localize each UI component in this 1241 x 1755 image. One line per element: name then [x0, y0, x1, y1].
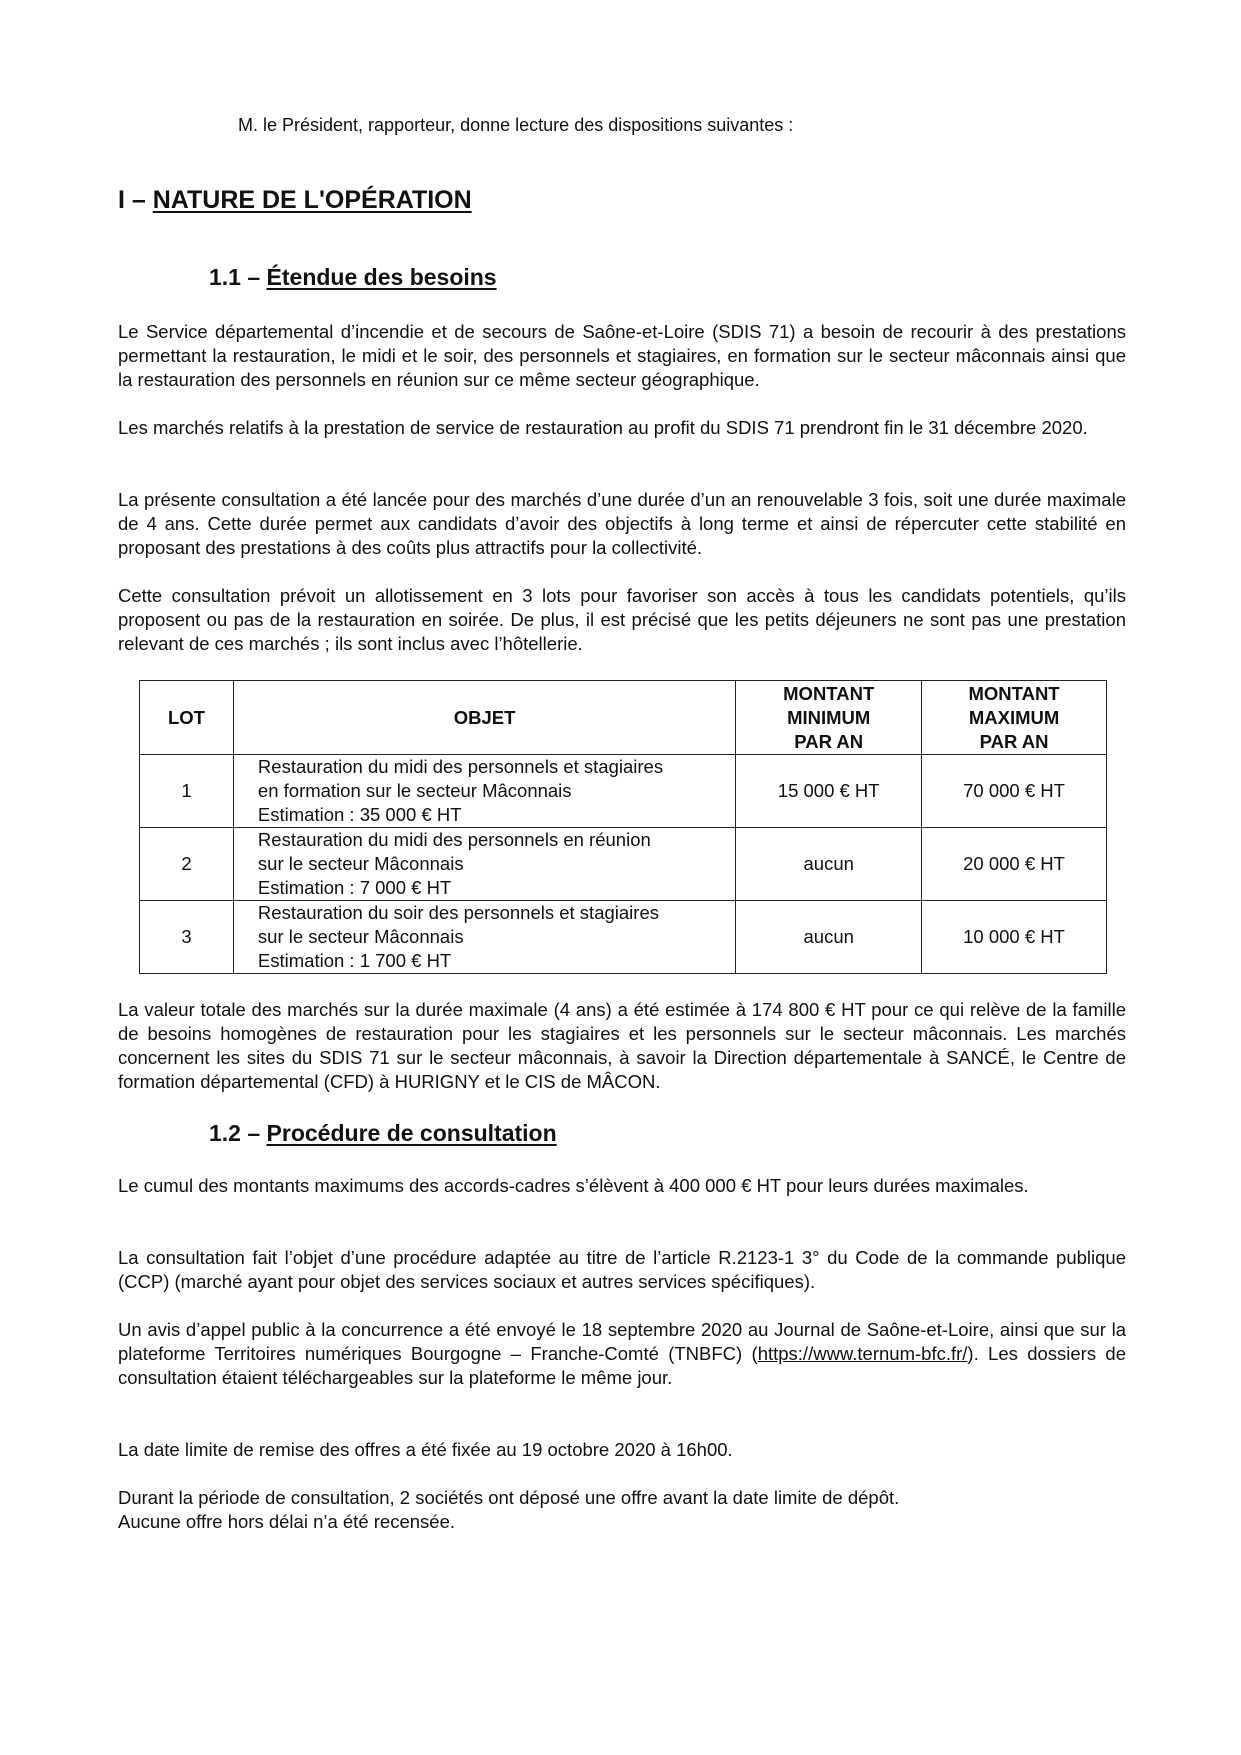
cell-objet: Restauration du soir des personnels et stagiaires sur le secteur Mâconnais Estimation : 1 700 € HT [233, 901, 735, 974]
table-row [140, 901, 1107, 974]
paragraph-valeur-totale: La valeur totale des marchés sur la durée maximale (4 ans) a été estimée à 174 800 € HT pour ce qui relève de la famille de besoins homogènes de restauration pour les stagiaires et les personnels sur le secteur mâconnais. Les marchés concernent les sites du SDIS 71 sur le secteur mâconnais, à savoir la Direction départementale à SANCÉ, le Centre de formation départemental (CFD) à HURIGNY et le CIS de MÂCON. [118, 999, 1126, 1092]
paragraph-offres: Durant la période de consultation, 2 sociétés ont déposé une offre avant la date limite de dépôt. Aucune offre hors délai n’a été recensée. [118, 1487, 900, 1532]
header-objet: OBJET [233, 681, 735, 755]
table-header-row [140, 681, 1107, 755]
table-row [140, 828, 1107, 901]
ternum-link[interactable]: https://www.ternum-bfc.fr/ [757, 1343, 968, 1364]
paragraph-date-limite: La date limite de remise des offres a été fixée au 19 octobre 2020 à 16h00. [118, 1439, 733, 1460]
cell-lot: 1 [140, 755, 234, 828]
table-row [140, 755, 1107, 828]
paragraph-avis: Un avis d’appel public à la concurrence a été envoyé le 18 septembre 2020 au Journal de Saône-et-Loire, ainsi que sur la plateforme Territoires numériques Bourgogne – Franche-Comté (TNBFC) (https://www.ternum-bfc.fr/). Les dossiers de consultation étaient téléchargeables sur la plateforme le même jour. [118, 1319, 1126, 1388]
intro-text: M. le Président, rapporteur, donne lecture des dispositions suivantes : [238, 115, 794, 135]
paragraph-procedure: La consultation fait l’objet d’une procédure adaptée au titre de l’article R.2123-1 3° du Code de la commande publique (CCP) (marché ayant pour objet des services sociaux et autres services spécifiques). [118, 1247, 1126, 1292]
cell-maximum: 70 000 € HT [922, 755, 1107, 828]
cell-minimum: aucun [736, 901, 922, 974]
cell-minimum: aucun [736, 828, 922, 901]
paragraph-fin-marches: Les marchés relatifs à la prestation de service de restauration au profit du SDIS 71 prendront fin le 31 décembre 2020. [118, 417, 1088, 438]
paragraph-cumul: Le cumul des montants maximums des accords-cadres s’élèvent à 400 000 € HT pour leurs durées maximales. [118, 1175, 1029, 1196]
subsection-heading-1-1 [209, 262, 497, 292]
section-number: I – [118, 186, 153, 214]
subsection-title: Procédure de consultation [266, 1120, 557, 1146]
subsection-title: Étendue des besoins [266, 264, 497, 290]
cell-lot: 3 [140, 901, 234, 974]
cell-lot: 2 [140, 828, 234, 901]
cell-objet: Restauration du midi des personnels en réunion sur le secteur Mâconnais Estimation : 7 000 € HT [233, 828, 735, 901]
paragraph-allotissement: Cette consultation prévoit un allotissement en 3 lots pour favoriser son accès à tous les candidats potentiels, qu’ils proposent ou pas de la restauration en soirée. De plus, il est précisé que les petits déjeuners ne sont pas une prestation relevant de ces marchés ; ils sont inclus avec l’hôtellerie. [118, 585, 1126, 654]
subsection-number: 1.1 – [209, 264, 267, 290]
section-title: NATURE DE L'OPÉRATION [152, 186, 472, 214]
cell-maximum: 20 000 € HT [922, 828, 1107, 901]
header-montant-minimum: MONTANT MINIMUM PAR AN [736, 681, 922, 755]
lots-table [139, 680, 1107, 974]
cell-objet: Restauration du midi des personnels et stagiaires en formation sur le secteur Mâconnais Estimation : 35 000 € HT [233, 755, 735, 828]
cell-maximum: 10 000 € HT [922, 901, 1107, 974]
paragraph-besoins: Le Service départemental d’incendie et de secours de Saône-et-Loire (SDIS 71) a besoin de recourir à des prestations permettant la restauration, le midi et le soir, des personnels et stagiaires, en formation sur le secteur mâconnais ainsi que la restauration des personnels en réunion sur ce même secteur géographique. [118, 321, 1126, 390]
header-lot: LOT [140, 681, 234, 755]
section-heading [118, 184, 472, 216]
subsection-number: 1.2 – [209, 1120, 267, 1146]
header-montant-maximum: MONTANT MAXIMUM PAR AN [922, 681, 1107, 755]
subsection-heading-1-2 [209, 1118, 557, 1148]
paragraph-duree: La présente consultation a été lancée pour des marchés d’une durée d’un an renouvelable 3 fois, soit une durée maximale de 4 ans. Cette durée permet aux candidats d’avoir des objectifs à long terme et ainsi de répercuter cette stabilité en proposant des prestations à des coûts plus attractifs pour la collectivité. [118, 489, 1126, 558]
cell-minimum: 15 000 € HT [736, 755, 922, 828]
